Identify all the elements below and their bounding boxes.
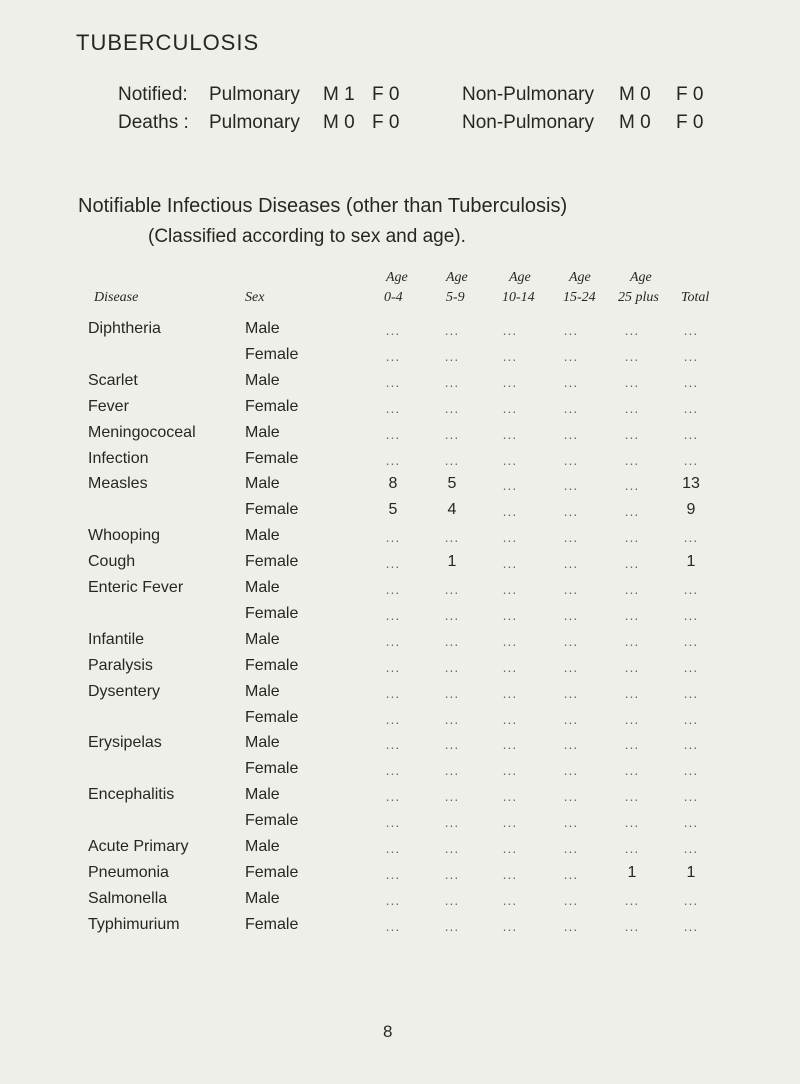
- empty-cell: ...: [624, 814, 640, 830]
- sex-cell: Female: [245, 605, 299, 622]
- empty-cell: ...: [385, 400, 401, 416]
- sex-cell: Male: [245, 838, 280, 855]
- empty-cell: ...: [385, 322, 401, 338]
- disease-cell: Salmonella: [88, 890, 168, 907]
- empty-cell: ...: [444, 814, 460, 830]
- page-number: 8: [383, 1022, 393, 1041]
- disease-cell: Enteric Fever: [88, 579, 184, 596]
- sex-cell: Female: [245, 501, 299, 518]
- empty-cell: ...: [624, 736, 640, 752]
- value-cell: 9: [686, 501, 696, 518]
- deaths-pulmonary-m: M 0: [323, 112, 355, 133]
- empty-cell: ...: [683, 322, 699, 338]
- disease-cell: Diphtheria: [88, 320, 161, 337]
- empty-cell: ...: [444, 840, 460, 856]
- empty-cell: ...: [444, 659, 460, 675]
- empty-cell: ...: [385, 607, 401, 623]
- empty-cell: ...: [563, 348, 579, 364]
- empty-cell: ...: [624, 685, 640, 701]
- empty-cell: ...: [502, 503, 518, 519]
- value-cell: 1: [627, 864, 637, 881]
- empty-cell: ...: [444, 685, 460, 701]
- empty-cell: ...: [502, 322, 518, 338]
- sex-cell: Male: [245, 475, 280, 492]
- empty-cell: ...: [624, 581, 640, 597]
- empty-cell: ...: [502, 633, 518, 649]
- header-disease: Disease: [94, 290, 139, 305]
- empty-cell: ...: [683, 736, 699, 752]
- sex-cell: Male: [245, 579, 280, 596]
- sex-cell: Female: [245, 709, 299, 726]
- empty-cell: ...: [683, 918, 699, 934]
- empty-cell: ...: [563, 477, 579, 493]
- empty-cell: ...: [502, 788, 518, 804]
- empty-cell: ...: [385, 348, 401, 364]
- empty-cell: ...: [624, 840, 640, 856]
- empty-cell: ...: [624, 426, 640, 442]
- value-cell: 1: [686, 864, 696, 881]
- empty-cell: ...: [683, 659, 699, 675]
- notified-nonpulmonary-f: F 0: [676, 84, 704, 105]
- empty-cell: ...: [563, 788, 579, 804]
- empty-cell: ...: [444, 711, 460, 727]
- sex-cell: Female: [245, 450, 299, 467]
- empty-cell: ...: [385, 581, 401, 597]
- disease-cell: Whooping: [88, 527, 161, 544]
- empty-cell: ...: [502, 711, 518, 727]
- empty-cell: ...: [502, 374, 518, 390]
- empty-cell: ...: [683, 426, 699, 442]
- sex-cell: Female: [245, 657, 299, 674]
- sex-cell: Male: [245, 683, 280, 700]
- empty-cell: ...: [502, 736, 518, 752]
- empty-cell: ...: [624, 711, 640, 727]
- empty-cell: ...: [385, 633, 401, 649]
- empty-cell: ...: [444, 918, 460, 934]
- sex-cell: Male: [245, 786, 280, 803]
- empty-cell: ...: [563, 840, 579, 856]
- empty-cell: ...: [624, 788, 640, 804]
- empty-cell: ...: [683, 374, 699, 390]
- empty-cell: ...: [502, 814, 518, 830]
- empty-cell: ...: [683, 581, 699, 597]
- empty-cell: ...: [683, 348, 699, 364]
- empty-cell: ...: [502, 659, 518, 675]
- empty-cell: ...: [385, 555, 401, 571]
- deaths-nonpulmonary-m: M 0: [619, 112, 651, 133]
- notified-pulmonary-m: M 1: [323, 84, 355, 105]
- sex-cell: Female: [245, 760, 299, 777]
- section-subtitle: (Classified according to sex and age).: [148, 226, 466, 247]
- empty-cell: ...: [563, 503, 579, 519]
- deaths-label: Deaths :: [118, 112, 189, 133]
- notified-pulmonary-f: F 0: [372, 84, 400, 105]
- sex-cell: Male: [245, 424, 280, 441]
- empty-cell: ...: [444, 426, 460, 442]
- empty-cell: ...: [624, 607, 640, 623]
- header-age-15-24: 15-24: [563, 290, 596, 305]
- empty-cell: ...: [683, 633, 699, 649]
- empty-cell: ...: [502, 555, 518, 571]
- deaths-pulmonary-label: Pulmonary: [209, 112, 300, 133]
- disease-cell: Pneumonia: [88, 864, 169, 881]
- disease-cell: Scarlet: [88, 372, 138, 389]
- header-sex: Sex: [245, 290, 265, 305]
- notified-label: Notified:: [118, 84, 188, 105]
- disease-cell: Fever: [88, 398, 129, 415]
- empty-cell: ...: [444, 581, 460, 597]
- empty-cell: ...: [683, 814, 699, 830]
- empty-cell: ...: [385, 452, 401, 468]
- sex-cell: Male: [245, 631, 280, 648]
- empty-cell: ...: [563, 400, 579, 416]
- header-age-word: Age: [630, 270, 652, 285]
- disease-cell: Infection: [88, 450, 149, 467]
- empty-cell: ...: [444, 633, 460, 649]
- header-age-25-plus: 25 plus: [618, 290, 659, 305]
- sex-cell: Female: [245, 553, 299, 570]
- value-cell: 1: [686, 553, 696, 570]
- empty-cell: ...: [444, 400, 460, 416]
- empty-cell: ...: [624, 322, 640, 338]
- empty-cell: ...: [444, 762, 460, 778]
- disease-cell: Typhimurium: [88, 916, 180, 933]
- empty-cell: ...: [502, 581, 518, 597]
- header-age-0-4: 0-4: [384, 290, 403, 305]
- empty-cell: ...: [385, 840, 401, 856]
- sex-cell: Male: [245, 320, 280, 337]
- empty-cell: ...: [563, 374, 579, 390]
- empty-cell: ...: [624, 892, 640, 908]
- empty-cell: ...: [444, 892, 460, 908]
- disease-cell: Paralysis: [88, 657, 153, 674]
- value-cell: 1: [447, 553, 457, 570]
- empty-cell: ...: [502, 452, 518, 468]
- empty-cell: ...: [385, 685, 401, 701]
- empty-cell: ...: [502, 426, 518, 442]
- empty-cell: ...: [683, 607, 699, 623]
- value-cell: 4: [447, 501, 457, 518]
- empty-cell: ...: [444, 607, 460, 623]
- header-age-word: Age: [509, 270, 531, 285]
- header-age-word: Age: [386, 270, 408, 285]
- empty-cell: ...: [683, 840, 699, 856]
- empty-cell: ...: [502, 762, 518, 778]
- deaths-nonpulmonary-f: F 0: [676, 112, 704, 133]
- sex-cell: Female: [245, 812, 299, 829]
- empty-cell: ...: [444, 452, 460, 468]
- empty-cell: ...: [502, 866, 518, 882]
- empty-cell: ...: [444, 322, 460, 338]
- empty-cell: ...: [563, 711, 579, 727]
- empty-cell: ...: [563, 555, 579, 571]
- sex-cell: Male: [245, 734, 280, 751]
- sex-cell: Male: [245, 372, 280, 389]
- empty-cell: ...: [385, 659, 401, 675]
- empty-cell: ...: [502, 607, 518, 623]
- empty-cell: ...: [444, 374, 460, 390]
- sex-cell: Female: [245, 864, 299, 881]
- empty-cell: ...: [385, 866, 401, 882]
- disease-cell: Acute Primary: [88, 838, 189, 855]
- sex-cell: Male: [245, 890, 280, 907]
- empty-cell: ...: [502, 840, 518, 856]
- deaths-pulmonary-f: F 0: [372, 112, 400, 133]
- sex-cell: Male: [245, 527, 280, 544]
- empty-cell: ...: [563, 322, 579, 338]
- empty-cell: ...: [683, 400, 699, 416]
- page-title: TUBERCULOSIS: [76, 30, 260, 55]
- empty-cell: ...: [624, 400, 640, 416]
- empty-cell: ...: [385, 736, 401, 752]
- empty-cell: ...: [563, 866, 579, 882]
- empty-cell: ...: [563, 814, 579, 830]
- disease-cell: Erysipelas: [88, 734, 162, 751]
- empty-cell: ...: [624, 918, 640, 934]
- sex-cell: Female: [245, 398, 299, 415]
- header-age-word: Age: [446, 270, 468, 285]
- empty-cell: ...: [502, 400, 518, 416]
- empty-cell: ...: [683, 788, 699, 804]
- empty-cell: ...: [563, 581, 579, 597]
- empty-cell: ...: [444, 529, 460, 545]
- disease-cell: Infantile: [88, 631, 145, 648]
- section-title: Notifiable Infectious Diseases (other than Tuberculosis): [78, 195, 568, 217]
- sex-cell: Female: [245, 346, 299, 363]
- empty-cell: ...: [683, 685, 699, 701]
- empty-cell: ...: [385, 918, 401, 934]
- empty-cell: ...: [563, 452, 579, 468]
- empty-cell: ...: [502, 529, 518, 545]
- empty-cell: ...: [624, 633, 640, 649]
- disease-cell: Cough: [88, 553, 136, 570]
- empty-cell: ...: [624, 555, 640, 571]
- empty-cell: ...: [563, 633, 579, 649]
- sex-cell: Female: [245, 916, 299, 933]
- empty-cell: ...: [444, 788, 460, 804]
- empty-cell: ...: [385, 788, 401, 804]
- empty-cell: ...: [444, 348, 460, 364]
- notified-nonpulmonary-m: M 0: [619, 84, 651, 105]
- empty-cell: ...: [624, 529, 640, 545]
- disease-cell: Meningococeal: [88, 424, 196, 441]
- empty-cell: ...: [385, 426, 401, 442]
- empty-cell: ...: [624, 452, 640, 468]
- empty-cell: ...: [502, 918, 518, 934]
- value-cell: 13: [682, 475, 700, 492]
- empty-cell: ...: [502, 685, 518, 701]
- empty-cell: ...: [563, 762, 579, 778]
- empty-cell: ...: [683, 711, 699, 727]
- header-age-word: Age: [569, 270, 591, 285]
- empty-cell: ...: [563, 607, 579, 623]
- empty-cell: ...: [683, 762, 699, 778]
- empty-cell: ...: [444, 736, 460, 752]
- empty-cell: ...: [624, 374, 640, 390]
- value-cell: 5: [447, 475, 457, 492]
- empty-cell: ...: [563, 659, 579, 675]
- empty-cell: ...: [502, 892, 518, 908]
- empty-cell: ...: [385, 374, 401, 390]
- disease-cell: Encephalitis: [88, 786, 175, 803]
- disease-cell: Dysentery: [88, 683, 161, 700]
- empty-cell: ...: [502, 348, 518, 364]
- value-cell: 8: [388, 475, 398, 492]
- empty-cell: ...: [563, 426, 579, 442]
- empty-cell: ...: [624, 503, 640, 519]
- deaths-nonpulmonary-label: Non-Pulmonary: [462, 112, 594, 133]
- empty-cell: ...: [624, 477, 640, 493]
- header-age-5-9: 5-9: [446, 290, 465, 305]
- header-total: Total: [681, 290, 710, 305]
- notified-nonpulmonary-label: Non-Pulmonary: [462, 84, 594, 105]
- empty-cell: ...: [563, 918, 579, 934]
- empty-cell: ...: [624, 348, 640, 364]
- empty-cell: ...: [385, 711, 401, 727]
- empty-cell: ...: [683, 452, 699, 468]
- empty-cell: ...: [683, 529, 699, 545]
- empty-cell: ...: [563, 685, 579, 701]
- value-cell: 5: [388, 501, 398, 518]
- empty-cell: ...: [385, 762, 401, 778]
- empty-cell: ...: [385, 529, 401, 545]
- empty-cell: ...: [624, 762, 640, 778]
- empty-cell: ...: [683, 892, 699, 908]
- empty-cell: ...: [563, 892, 579, 908]
- empty-cell: ...: [624, 659, 640, 675]
- empty-cell: ...: [385, 892, 401, 908]
- empty-cell: ...: [563, 736, 579, 752]
- empty-cell: ...: [502, 477, 518, 493]
- notified-pulmonary-label: Pulmonary: [209, 84, 300, 105]
- empty-cell: ...: [563, 529, 579, 545]
- empty-cell: ...: [444, 866, 460, 882]
- header-age-10-14: 10-14: [502, 290, 535, 305]
- disease-cell: Measles: [88, 475, 148, 492]
- empty-cell: ...: [385, 814, 401, 830]
